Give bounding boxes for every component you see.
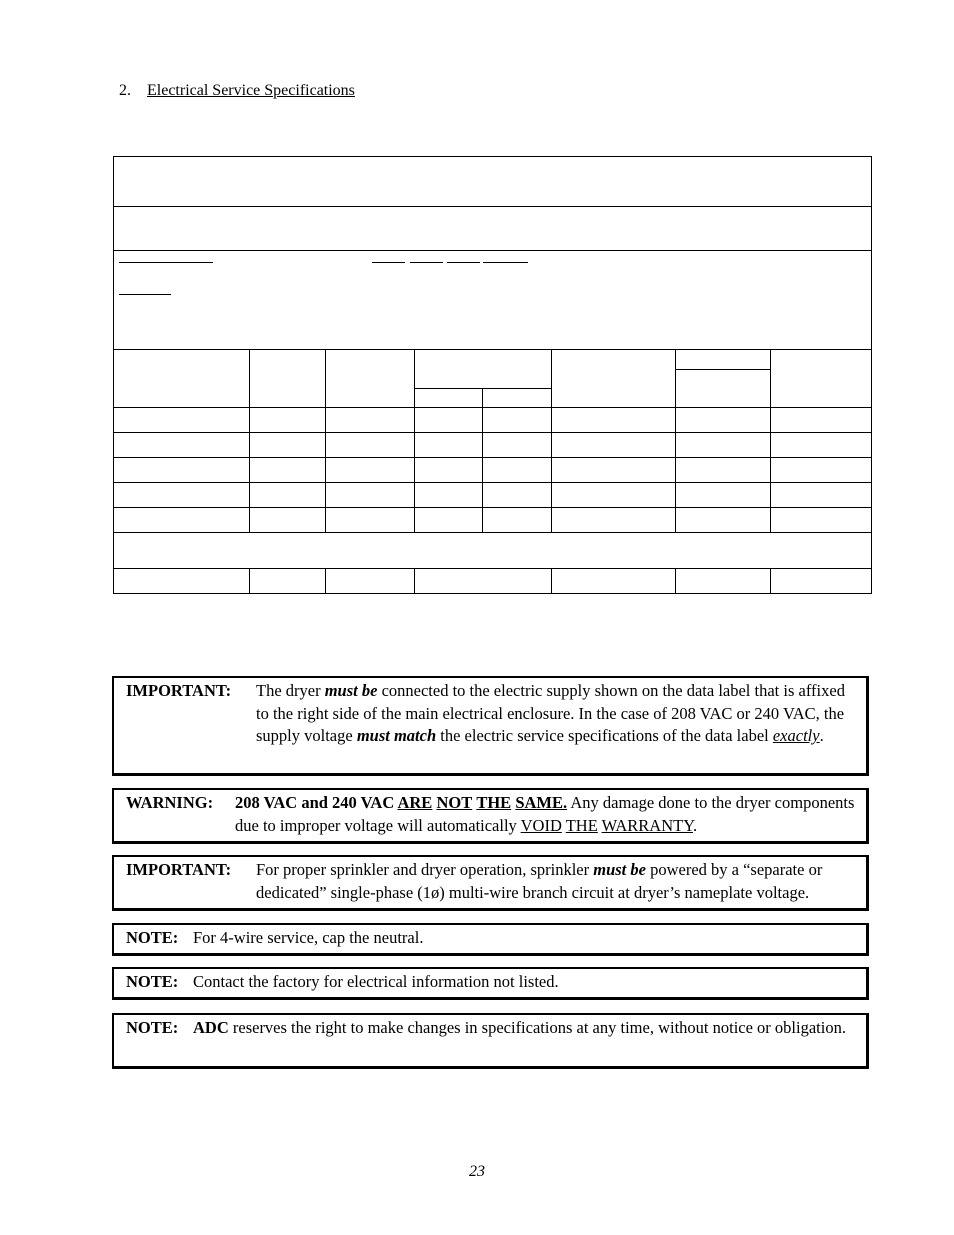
note-box-adc <box>112 1013 869 1069</box>
underline-mark <box>483 262 528 263</box>
note-text: connected to the electric supply shown on the data label that is affixed to the right side of the main electrical enclosure. In the case of 208 VAC or 240 VAC, the supply voltage <box>256 681 845 745</box>
note-text: Contact the factory for electrical information not listed. <box>193 972 559 991</box>
table-rule <box>249 349 250 532</box>
table-rule <box>114 432 871 433</box>
table-rule <box>675 349 676 532</box>
note-emphasis: 208 VAC and 240 VAC <box>235 793 398 812</box>
note-emphasis: ADC <box>193 1018 229 1037</box>
table-rule <box>114 407 871 408</box>
table-rule <box>114 568 871 569</box>
table-rule <box>414 568 415 594</box>
note-emphasis: must be <box>324 681 378 700</box>
note-label: NOTE: <box>126 972 179 991</box>
note-emphasis: exactly <box>772 726 820 745</box>
table-rule <box>551 568 552 594</box>
warning-note-box <box>112 788 869 844</box>
note-emphasis: ARE <box>397 793 433 812</box>
table-rule <box>114 206 871 207</box>
table-rule <box>325 349 326 532</box>
important-label: IMPORTANT: <box>126 860 232 879</box>
note-text: reserves the right to make changes in specifications at any time, without notice or obligation. <box>228 1018 846 1037</box>
table-rule <box>114 482 871 483</box>
table-rule <box>414 349 415 532</box>
important-text <box>256 680 856 748</box>
underline-mark <box>119 294 171 295</box>
note-emphasis: THE <box>565 815 598 835</box>
table-rule <box>114 532 871 533</box>
note-emphasis: SAME. <box>515 793 568 812</box>
note-emphasis: WARRANTY <box>601 815 693 835</box>
page-number: 23 <box>469 1163 485 1180</box>
note-emphasis: THE <box>476 793 512 812</box>
note-label: NOTE: <box>126 1018 179 1037</box>
note-emphasis: VOID <box>520 815 562 835</box>
table-rule <box>770 349 771 532</box>
note-text: For 4-wire service, cap the neutral. <box>193 928 424 947</box>
table-rule <box>249 568 250 594</box>
underline-mark <box>447 262 480 263</box>
table-rule <box>114 507 871 508</box>
important-label: IMPORTANT: <box>126 681 232 700</box>
note-text: . <box>819 726 824 745</box>
table-rule <box>551 349 552 532</box>
note-emphasis: must match <box>356 726 437 745</box>
note-text <box>193 1017 856 1040</box>
table-rule <box>114 349 871 350</box>
note-text: The dryer <box>256 681 325 700</box>
table-rule <box>482 388 483 532</box>
note-emphasis: NOT <box>436 793 473 812</box>
underline-mark <box>410 262 443 263</box>
important-text <box>256 859 856 904</box>
table-rule <box>675 369 770 370</box>
warning-text <box>235 792 856 837</box>
table-rule <box>325 568 326 594</box>
underline-mark <box>372 262 405 263</box>
note-text: Any damage done to the dryer components due to improper voltage will automatically <box>235 793 855 835</box>
note-text: the electric service specifications of the data label <box>436 726 773 745</box>
section-number: 2. <box>119 82 131 99</box>
warning-label: WARNING: <box>126 793 214 812</box>
note-box-factory <box>112 967 869 1000</box>
note-emphasis: must be <box>593 860 646 879</box>
note-text: For proper sprinkler and dryer operation, sprinkler <box>256 860 594 879</box>
note-text: . <box>692 815 698 835</box>
note-label: NOTE: <box>126 928 179 947</box>
note-text: powered by a “separate or dedicated” single-phase (1ø) multi-wire branch circuit at dryer’s nameplate voltage. <box>256 860 823 902</box>
table-rule <box>675 568 676 594</box>
note-box-neutral <box>112 923 869 956</box>
underline-mark <box>119 262 213 263</box>
table-rule <box>114 457 871 458</box>
electrical-spec-table <box>113 156 872 594</box>
important-sprinkler-box <box>112 855 869 911</box>
section-title: Electrical Service Specifications <box>147 82 355 99</box>
important-note-box <box>112 676 869 776</box>
section-heading <box>119 82 355 100</box>
table-rule <box>770 568 771 594</box>
table-rule <box>114 250 871 251</box>
